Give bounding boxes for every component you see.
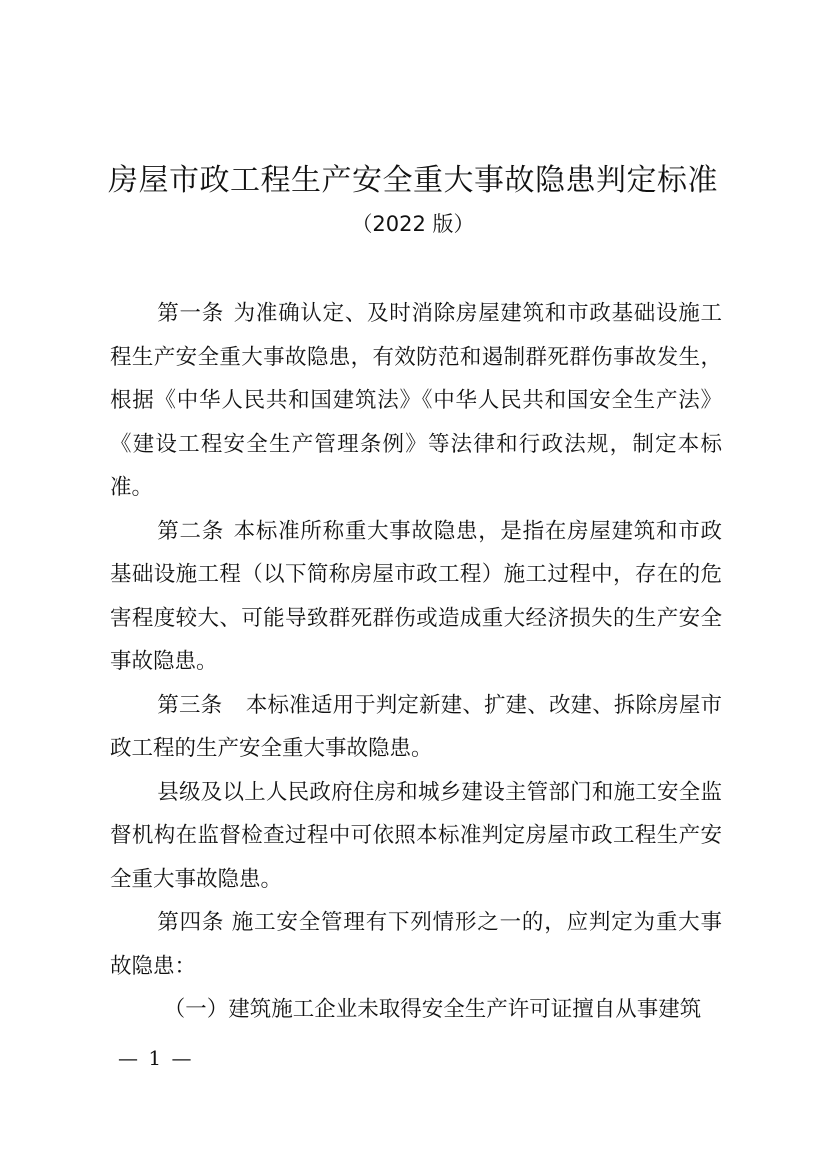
page-number: — 1 — [118,1046,194,1070]
article-text: 本标准适用于判定新建、扩建、改建、拆除房屋市政工程的生产安全重大事故隐患。 [110,692,722,761]
article-label: 第一条 [157,301,224,326]
article-text: 为准确认定、及时消除房屋建筑和市政基础设施工程生产安全重大事故隐患，有效防范和遏制群死群伤事故发生，根据《中华人民共和国建筑法》《中华人民共和国安全生产法》《建设工程安全生产管理条例》等法律和行政法规，制定本标准。 [110,301,722,500]
document-subtitle: （2022 版） [351,212,475,236]
article-label: 第二条 [157,518,224,544]
article-text: （一）建筑施工企业未取得安全生产许可证擅自从事建筑 [163,997,702,1022]
article-2 [110,510,722,684]
article-1 [110,292,722,510]
article-4-item-1 [110,988,722,1032]
article-text: 县级及以上人民政府住房和城乡建设主管部门和施工安全监督机构在监督检查过程中可依照本标准判定房屋市政工程生产安全重大事故隐患。 [110,779,722,892]
article-3-paragraph-2 [110,771,722,902]
document-body [110,292,722,1032]
article-text: 施工安全管理有下列情形之一的，应判定为重大事故隐患： [110,910,722,979]
document-title: 房屋市政工程生产安全重大事故隐患判定标准 [108,163,718,198]
article-text: 本标准所称重大事故隐患，是指在房屋建筑和市政基础设施工程（以下简称房屋市政工程）施工过程中，存在的危害程度较大、可能导致群死群伤或造成重大经济损失的生产安全事故隐患。 [110,518,722,674]
article-4 [110,901,722,988]
article-label: 第三条 [157,692,223,718]
article-3 [110,684,722,771]
article-label: 第四条 [157,910,225,935]
